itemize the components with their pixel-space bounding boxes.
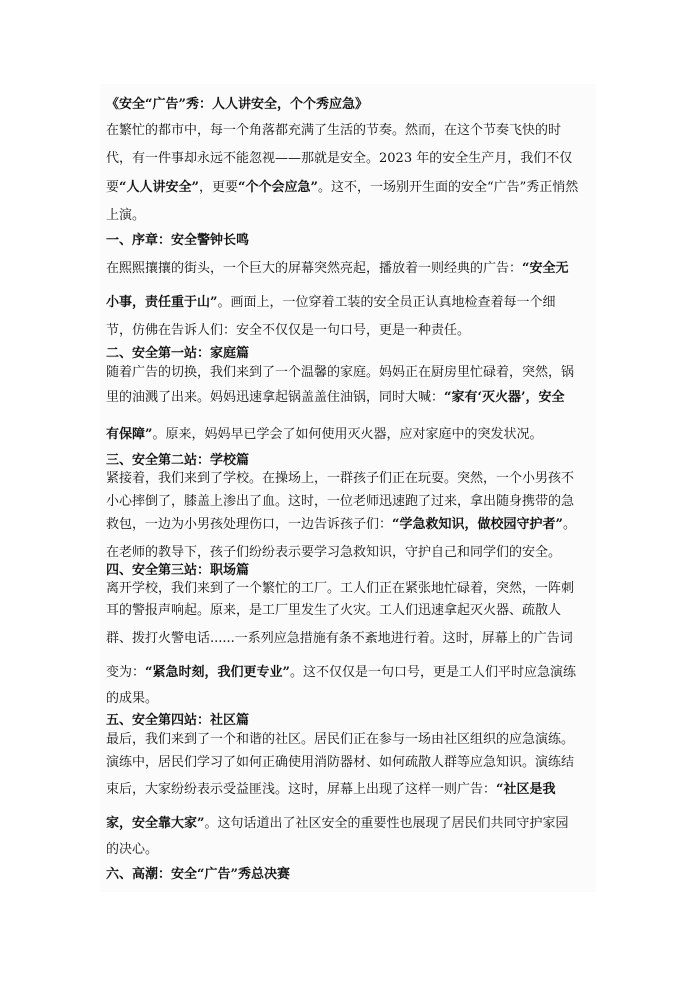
section-5-line-5: 的决心。	[106, 842, 159, 857]
bold-phrase: “学急救知识，做校园守护者”	[392, 517, 563, 532]
text-span: 。这不，一场别开生面的安全“广告”秀正悄然	[317, 180, 579, 195]
section-3-line-1: 紧接着，我们来到了学校。在操场上，一群孩子们正在玩耍。突然，一个小男孩不	[106, 471, 575, 486]
bold-phrase: “人人讲安全”	[119, 180, 199, 195]
bold-phrase: “社区是我	[496, 782, 556, 797]
bold-phrase: “个个会应急”	[238, 180, 318, 195]
section-4-line-5: 的成果。	[106, 691, 159, 706]
section-1-heading: 一、序章：安全警钟长鸣	[106, 233, 250, 248]
text-span: ，更要	[198, 180, 238, 195]
intro-line-4: 上演。	[106, 208, 146, 223]
section-4-line-2: 耳的警报声响起。原来，是工厂里发生了火灾。工人们迅速拿起灭火器、疏散人	[106, 603, 562, 618]
text-span: 救包，一边为小男孩处理伤口，一边告诉孩子们：	[106, 517, 393, 532]
section-3-line-2: 小心摔倒了，膝盖上渗出了血。这时，一位老师迅速跑了过来，拿出随身携带的急	[106, 494, 575, 509]
bold-phrase: 有保障”	[106, 427, 153, 442]
section-1-line-3: 节，仿佛在告诉人们：安全不仅仅是一句口号，更是一种责任。	[106, 323, 471, 338]
section-4-heading: 四、安全第三站：职场篇	[106, 563, 250, 578]
text-span: 。原来，妈妈早已学会了如何使用灭火器，应对家庭中的突发状况。	[152, 427, 543, 442]
document-body	[100, 84, 596, 892]
section-1-line-2	[106, 294, 556, 312]
text-span: 束后，大家纷纷表示受益匪浅。这时，屏幕上出现了这样一则广告：	[106, 782, 497, 797]
intro-line-2: 代，有一件事却永远不能忽视——那就是安全。2023 年的安全生产月，我们不仅	[106, 151, 573, 166]
section-5-heading: 五、安全第四站：社区篇	[106, 713, 250, 728]
section-4-line-1: 离开学校，我们来到了一个繁忙的工厂。工人们正在紧张地忙碌着，突然，一阵刺	[106, 581, 575, 596]
section-2-line-2	[106, 389, 565, 407]
section-2-heading: 二、安全第一站：家庭篇	[106, 346, 250, 361]
bold-phrase: 家，安全靠大家”	[106, 816, 205, 831]
section-3-heading: 三、安全第二站：学校篇	[106, 453, 250, 468]
intro-line-3	[106, 179, 578, 197]
text-span: 里的油溅了出来。妈妈迅速拿起锅盖盖住油锅，同时大喊：	[106, 390, 445, 405]
text-span: 。画面上，一位穿着工装的安全员正认真地检查着每一个细	[217, 295, 556, 310]
bold-phrase: “家有‘灭火器’，安全	[444, 390, 565, 405]
section-1-line-1	[106, 260, 569, 278]
bold-phrase: “安全无	[522, 261, 569, 276]
text-span: 。	[562, 517, 576, 532]
text-span: 变为：	[106, 665, 146, 680]
section-3-line-3	[106, 516, 576, 534]
text-span: 。这句话道出了社区安全的重要性也展现了居民们共同守护家园	[204, 816, 569, 831]
section-4-line-3: 群、拨打火警电话......一系列应急措施有条不紊地进行着。这时，屏幕上的广告词	[106, 631, 573, 646]
intro-line-1: 在繁忙的都市中，每一个角落都充满了生活的节奏。然而，在这个节奏飞快的时	[106, 123, 562, 138]
section-5-line-1: 最后，我们来到了一个和谐的社区。居民们正在参与一场由社区组织的应急演练。	[106, 732, 575, 747]
document-title: 《安全“广告”秀：人人讲安全，个个秀应急》	[106, 97, 368, 112]
section-2-line-1: 随着广告的切换，我们来到了一个温馨的家庭。妈妈正在厨房里忙碌着，突然，锅	[106, 365, 575, 380]
section-3-line-4: 在老师的教导下，孩子们纷纷表示要学习急救知识，守护自己和同学们的安全。	[106, 545, 562, 560]
section-5-line-4	[106, 815, 569, 833]
bold-phrase: “紧急时刻，我们更专业”	[145, 665, 290, 680]
text-span: 在熙熙攘攘的街头，一个巨大的屏幕突然亮起，播放着一则经典的广告：	[106, 261, 523, 276]
section-5-line-3	[106, 781, 556, 799]
bold-phrase: 小事，责任重于山”	[106, 295, 218, 310]
section-6-heading: 六、高潮：安全“广告”秀总决赛	[106, 867, 290, 882]
section-2-line-3	[106, 426, 543, 444]
section-5-line-2: 演练中，居民们学习了如何正确使用消防器材、如何疏散人群等应急知识。演练结	[106, 755, 575, 770]
text-span: 要	[106, 180, 120, 195]
section-4-line-4	[106, 664, 576, 682]
text-span: 。这不仅仅是一句口号，更是工人们平时应急演练	[289, 665, 576, 680]
